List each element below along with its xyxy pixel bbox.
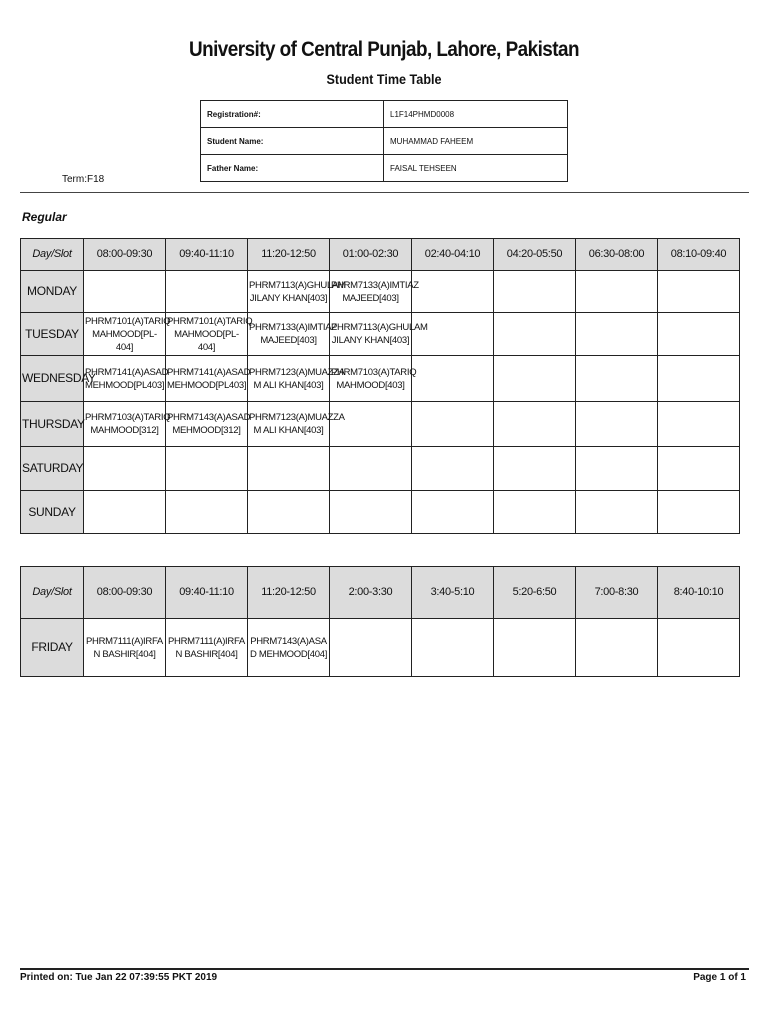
class-cell: PHRM7111(A)IRFA N BASHIR[404] (166, 619, 248, 677)
day-row-wednesday (21, 356, 740, 402)
class-cell (166, 491, 248, 534)
day-row-sunday (21, 491, 740, 534)
student-info-table (200, 100, 568, 182)
regular-timetable (20, 238, 740, 534)
class-cell: PHRM7123(A)MUAZZA M ALI KHAN[403] (248, 402, 330, 447)
class-cell (658, 447, 740, 491)
class-cell (412, 313, 494, 356)
day-label: SATURDAY (21, 447, 84, 491)
term-label: Term:F18 (62, 174, 105, 185)
slot-header: 5:20-6:50 (494, 567, 576, 619)
day-label: TUESDAY (21, 313, 84, 356)
class-cell: PHRM7133(A)IMTIAZ MAJEED[403] (248, 313, 330, 356)
info-row-father-name (201, 155, 568, 182)
slot-header-row (21, 567, 740, 619)
slot-header: 09:40-11:10 (166, 567, 248, 619)
class-cell (576, 619, 658, 677)
class-cell: PHRM7103(A)TARIQ MAHMOOD[403] (330, 356, 412, 402)
slot-header-row (21, 239, 740, 271)
day-row-monday (21, 271, 740, 313)
class-cell (576, 402, 658, 447)
registration-label: Registration#: (201, 101, 384, 128)
class-cell (576, 447, 658, 491)
day-row-thursday (21, 402, 740, 447)
class-cell (494, 313, 576, 356)
friday-timetable (20, 566, 740, 677)
day-label: THURSDAY (21, 402, 84, 447)
class-cell (330, 491, 412, 534)
slot-header: 2:00-3:30 (330, 567, 412, 619)
class-cell: PHRM7133(A)IMTIAZ MAJEED[403] (330, 271, 412, 313)
class-cell (576, 491, 658, 534)
info-row-registration (201, 101, 568, 128)
slot-header: 09:40-11:10 (166, 239, 248, 271)
section-label: Regular (22, 210, 67, 224)
class-cell (330, 447, 412, 491)
class-cell (330, 619, 412, 677)
slot-header: 06:30-08:00 (576, 239, 658, 271)
slot-header: 02:40-04:10 (412, 239, 494, 271)
class-cell: PHRM7141(A)ASAD MEHMOOD[PL403] (166, 356, 248, 402)
day-row-friday (21, 619, 740, 677)
class-cell: PHRM7103(A)TARIQ MAHMOOD[312] (84, 402, 166, 447)
registration-value: L1F14PHMD0008 (384, 101, 568, 128)
slot-header: 08:10-09:40 (658, 239, 740, 271)
slot-header: 01:00-02:30 (330, 239, 412, 271)
class-cell (658, 619, 740, 677)
class-cell: PHRM7143(A)ASA D MEHMOOD[404] (248, 619, 330, 677)
class-cell (330, 402, 412, 447)
day-label: SUNDAY (21, 491, 84, 534)
class-cell (412, 447, 494, 491)
class-cell (658, 271, 740, 313)
university-title: University of Central Punjab, Lahore, Pakistan (188, 38, 580, 61)
class-cell (658, 313, 740, 356)
class-cell: PHRM7141(A)ASAD MEHMOOD[PL403] (84, 356, 166, 402)
page-number: Page 1 of 1 (693, 972, 746, 983)
class-cell (494, 271, 576, 313)
class-cell (84, 447, 166, 491)
class-cell (494, 491, 576, 534)
class-cell (658, 491, 740, 534)
class-cell (412, 402, 494, 447)
class-cell (576, 271, 658, 313)
class-cell (84, 271, 166, 313)
slot-header: 08:00-09:30 (84, 239, 166, 271)
printed-on: Printed on: Tue Jan 22 07:39:55 PKT 2019 (20, 972, 218, 983)
class-cell (576, 356, 658, 402)
student-name-label: Student Name: (201, 128, 384, 155)
slot-header: 08:00-09:30 (84, 567, 166, 619)
class-cell (494, 402, 576, 447)
slot-header: 3:40-5:10 (412, 567, 494, 619)
day-slot-header: Day/Slot (21, 239, 84, 271)
class-cell: PHRM7101(A)TARIQ MAHMOOD[PL-404] (84, 313, 166, 356)
slot-header: 8:40-10:10 (658, 567, 740, 619)
class-cell (248, 491, 330, 534)
slot-header: 11:20-12:50 (248, 567, 330, 619)
day-row-saturday (21, 447, 740, 491)
class-cell (494, 619, 576, 677)
class-cell: PHRM7143(A)ASAD MEHMOOD[312] (166, 402, 248, 447)
header-divider (20, 192, 749, 193)
day-label: FRIDAY (21, 619, 84, 677)
day-row-tuesday (21, 313, 740, 356)
class-cell (166, 447, 248, 491)
slot-header: 7:00-8:30 (576, 567, 658, 619)
class-cell (576, 313, 658, 356)
slot-header: 11:20-12:50 (248, 239, 330, 271)
class-cell (412, 356, 494, 402)
day-slot-header: Day/Slot (21, 567, 84, 619)
class-cell (412, 491, 494, 534)
father-name-value: FAISAL TEHSEEN (384, 155, 568, 182)
class-cell: PHRM7111(A)IRFA N BASHIR[404] (84, 619, 166, 677)
class-cell (166, 271, 248, 313)
slot-header: 04:20-05:50 (494, 239, 576, 271)
class-cell (658, 356, 740, 402)
class-cell (84, 491, 166, 534)
day-label: WEDNESDAY (21, 356, 84, 402)
class-cell (658, 402, 740, 447)
student-name-value: MUHAMMAD FAHEEM (384, 128, 568, 155)
footer-divider (20, 968, 749, 970)
class-cell (248, 447, 330, 491)
class-cell: PHRM7123(A)MUAZZA M ALI KHAN[403] (248, 356, 330, 402)
info-row-student-name (201, 128, 568, 155)
class-cell (494, 447, 576, 491)
class-cell: PHRM7101(A)TARIQ MAHMOOD[PL-404] (166, 313, 248, 356)
class-cell: PHRM7113(A)GHULAM JILANY KHAN[403] (330, 313, 412, 356)
class-cell: PHRM7113(A)GHULAM JILANY KHAN[403] (248, 271, 330, 313)
document-subtitle: Student Time Table (326, 71, 442, 87)
day-label: MONDAY (21, 271, 84, 313)
class-cell (412, 619, 494, 677)
father-name-label: Father Name: (201, 155, 384, 182)
class-cell (494, 356, 576, 402)
class-cell (412, 271, 494, 313)
